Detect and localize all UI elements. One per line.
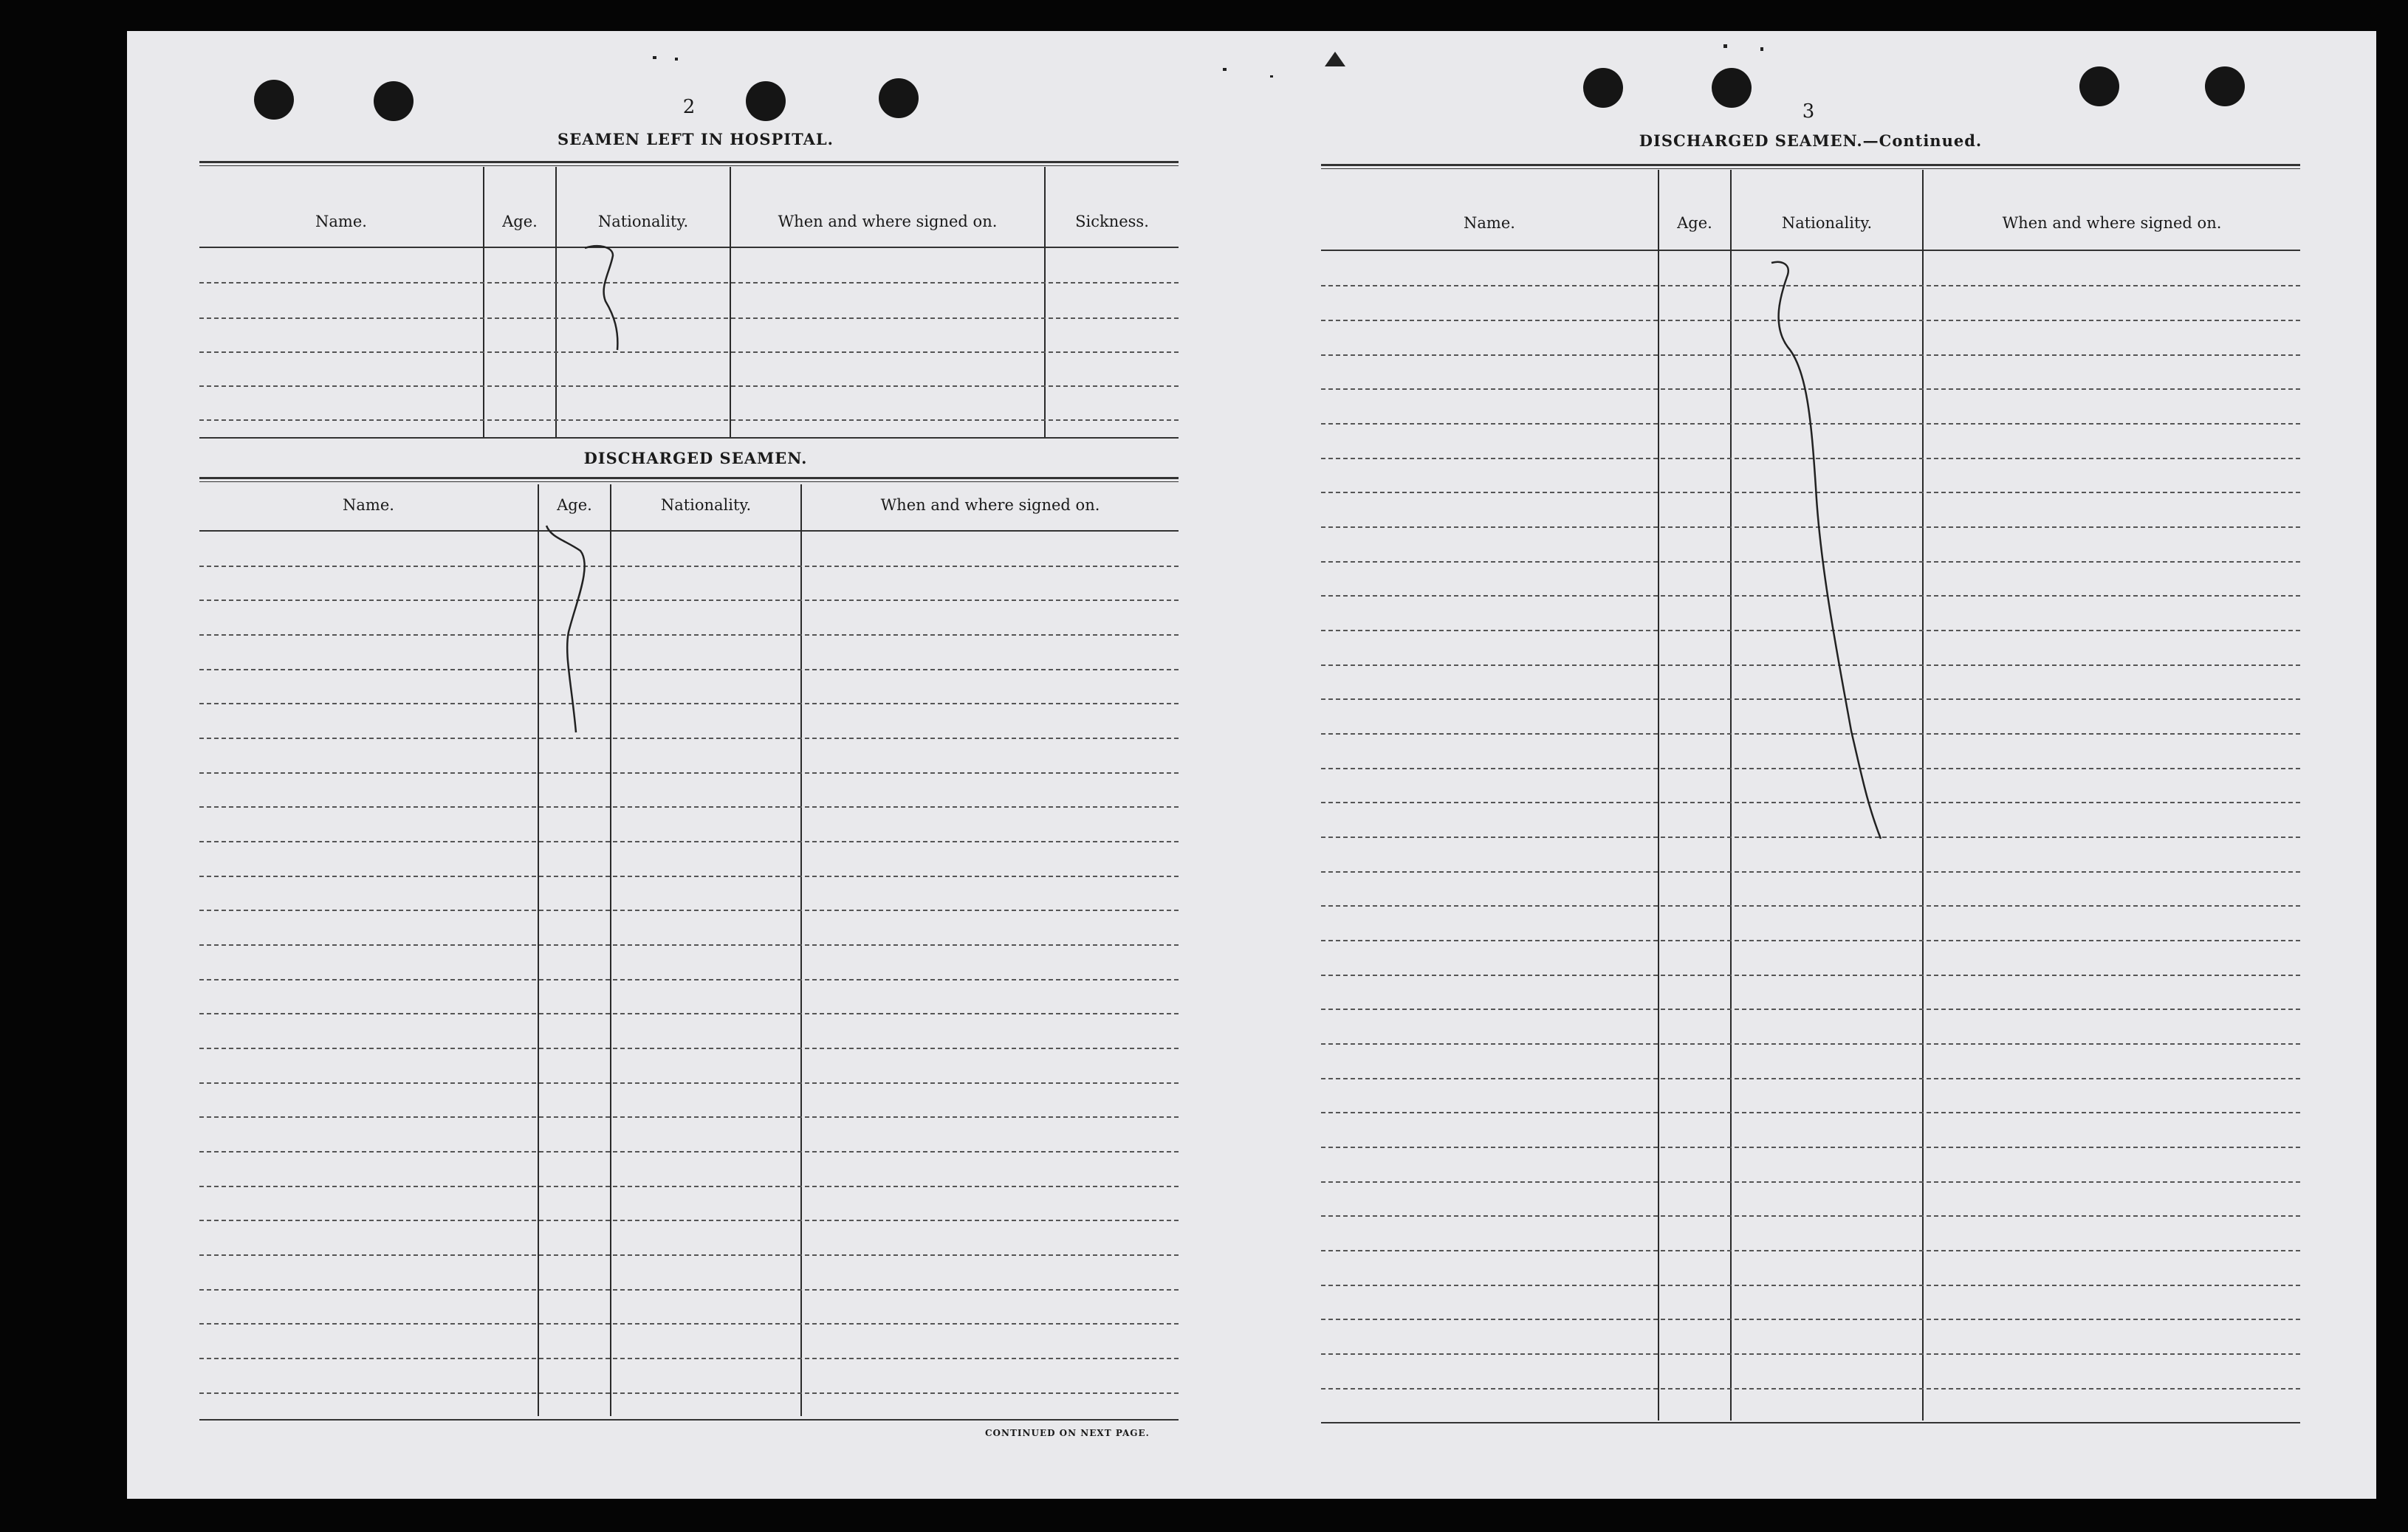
speck bbox=[1223, 68, 1227, 71]
entry-line bbox=[1321, 871, 2300, 873]
entry-line bbox=[199, 1048, 1179, 1049]
discharged-table-left bbox=[199, 477, 1179, 1422]
entry-line bbox=[199, 806, 1179, 808]
page-number-left: 2 bbox=[682, 96, 696, 118]
speck bbox=[1723, 44, 1727, 48]
entry-line bbox=[1321, 905, 2300, 907]
entry-line bbox=[199, 385, 1179, 387]
header-rule bbox=[199, 247, 1179, 248]
hospital-section-title: SEAMEN LEFT IN HOSPITAL. bbox=[558, 130, 834, 148]
bottom-rule bbox=[1321, 1422, 2300, 1423]
entry-line bbox=[199, 1186, 1179, 1187]
entry-line bbox=[199, 703, 1179, 704]
entry-line bbox=[199, 600, 1179, 601]
entry-line bbox=[199, 1116, 1179, 1118]
speck bbox=[1270, 75, 1273, 78]
punch-hole bbox=[374, 81, 414, 121]
punch-hole bbox=[879, 78, 919, 118]
discharged-table-right bbox=[1321, 164, 2300, 1426]
column-divider bbox=[730, 167, 731, 437]
speck bbox=[675, 58, 678, 61]
entry-line bbox=[199, 566, 1179, 567]
speck bbox=[653, 56, 656, 59]
pen-mark bbox=[583, 242, 628, 353]
double-rule bbox=[199, 477, 1179, 482]
column-header-signed-on: When and where signed on. bbox=[880, 496, 1100, 514]
column-divider bbox=[610, 484, 611, 1416]
entry-line bbox=[199, 876, 1179, 877]
entry-line bbox=[199, 634, 1179, 636]
entry-line bbox=[1321, 1319, 2300, 1320]
entry-line bbox=[199, 317, 1179, 319]
entry-line bbox=[1321, 975, 2300, 976]
entry-line bbox=[199, 979, 1179, 980]
column-divider bbox=[538, 484, 539, 1416]
double-rule bbox=[1321, 164, 2300, 169]
punch-hole bbox=[254, 80, 294, 120]
column-header-name: Name. bbox=[315, 213, 367, 230]
header-rule bbox=[1321, 250, 2300, 251]
column-header-sickness: Sickness. bbox=[1075, 213, 1149, 230]
column-header-signed-on: When and where signed on. bbox=[2002, 214, 2222, 232]
column-header-name: Name. bbox=[1464, 214, 1515, 232]
entry-line bbox=[1321, 1112, 2300, 1113]
entry-line bbox=[1321, 1009, 2300, 1010]
entry-line bbox=[199, 419, 1179, 421]
discharged-section-title: DISCHARGED SEAMEN. bbox=[583, 449, 808, 467]
pen-mark bbox=[543, 521, 603, 735]
column-header-age: Age. bbox=[502, 213, 538, 230]
column-divider bbox=[1922, 170, 1924, 1421]
pen-mark bbox=[1764, 258, 1897, 842]
entry-line bbox=[1321, 1043, 2300, 1045]
double-rule bbox=[199, 161, 1179, 166]
punch-hole bbox=[1583, 68, 1623, 108]
hospital-table bbox=[199, 161, 1179, 471]
punch-hole bbox=[2205, 66, 2245, 106]
entry-line bbox=[199, 1392, 1179, 1394]
entry-line bbox=[199, 841, 1179, 842]
column-header-name: Name. bbox=[343, 496, 394, 514]
entry-line bbox=[199, 1323, 1179, 1325]
entry-line bbox=[199, 1013, 1179, 1014]
column-divider bbox=[1044, 167, 1046, 437]
column-header-signed-on: When and where signed on. bbox=[778, 213, 998, 230]
entry-line bbox=[199, 351, 1179, 353]
entry-line bbox=[1321, 1078, 2300, 1079]
entry-line bbox=[199, 1082, 1179, 1084]
entry-line bbox=[1321, 1147, 2300, 1148]
entry-line bbox=[1321, 940, 2300, 941]
punch-hole bbox=[1712, 68, 1752, 108]
column-divider bbox=[1658, 170, 1659, 1421]
entry-line bbox=[1321, 1181, 2300, 1183]
column-header-nationality: Nationality. bbox=[597, 213, 689, 230]
column-header-age: Age. bbox=[1677, 214, 1712, 232]
entry-line bbox=[199, 910, 1179, 911]
continued-footer: CONTINUED ON NEXT PAGE. bbox=[985, 1428, 1150, 1438]
punch-hole bbox=[2079, 66, 2119, 106]
column-header-nationality: Nationality. bbox=[1781, 214, 1873, 232]
entry-line bbox=[199, 669, 1179, 670]
column-divider bbox=[555, 167, 557, 437]
speck bbox=[1760, 47, 1763, 51]
entry-line bbox=[1321, 1353, 2300, 1355]
column-divider bbox=[1730, 170, 1732, 1421]
form-paper bbox=[127, 31, 2376, 1499]
column-header-age: Age. bbox=[557, 496, 592, 514]
page-number-right: 3 bbox=[1802, 100, 1815, 123]
section-rule bbox=[199, 437, 1179, 439]
entry-line bbox=[199, 1358, 1179, 1359]
column-divider bbox=[483, 167, 484, 437]
column-divider bbox=[800, 484, 802, 1416]
entry-line bbox=[1321, 1285, 2300, 1286]
entry-line bbox=[199, 1289, 1179, 1291]
entry-line bbox=[199, 282, 1179, 284]
discharged-continued-title: DISCHARGED SEAMEN.—Continued. bbox=[1639, 131, 1983, 150]
entry-line bbox=[199, 772, 1179, 774]
entry-line bbox=[1321, 1388, 2300, 1390]
column-header-nationality: Nationality. bbox=[660, 496, 752, 514]
entry-line bbox=[1321, 1250, 2300, 1251]
entry-line bbox=[199, 1151, 1179, 1153]
entry-line bbox=[199, 738, 1179, 739]
entry-line bbox=[1321, 1215, 2300, 1217]
entry-line bbox=[199, 944, 1179, 946]
punch-hole bbox=[746, 81, 786, 121]
bottom-rule bbox=[199, 1419, 1179, 1421]
entry-line bbox=[199, 1220, 1179, 1221]
header-rule bbox=[199, 530, 1179, 532]
speck bbox=[1325, 52, 1345, 66]
entry-line bbox=[199, 1254, 1179, 1256]
